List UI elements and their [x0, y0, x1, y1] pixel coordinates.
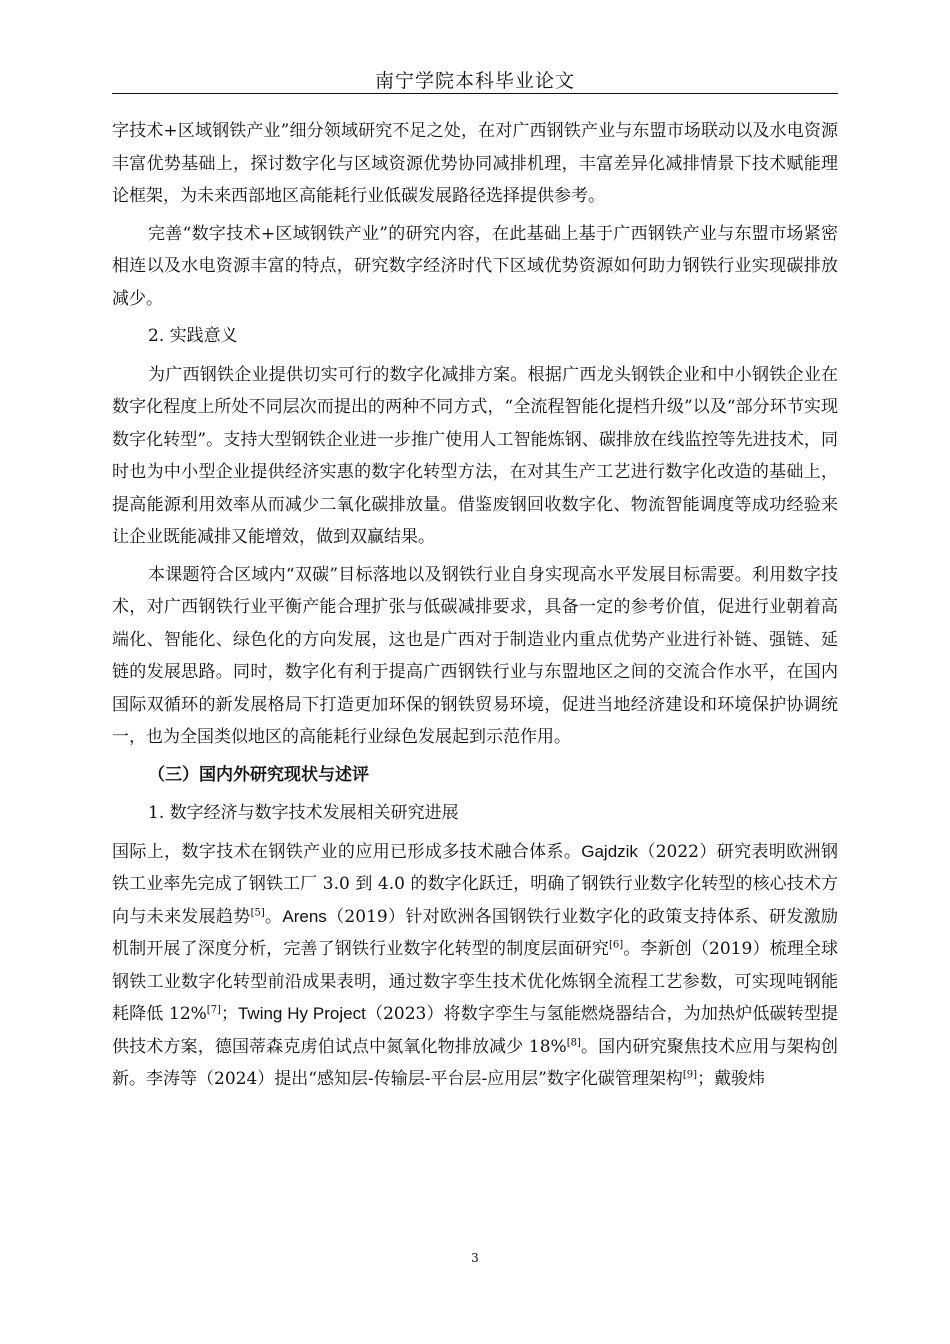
citation-5: [5] [250, 906, 265, 918]
p5-text-6: ； [220, 1004, 238, 1024]
subheading-digital-economy: 1. 数字经济与数字技术发展相关研究进展 [148, 803, 459, 823]
paragraph-4: 本课题符合区域内“双碳”目标落地以及钢铁行业自身实现高水平发展目标需要。利用数字技术，对广西钢铁行业平衡产能合理扩张与低碳减排要求，具备一定的参考价值，促进行业朝着高端化、智能化、绿色化的方向发展，这也是广西对于制造业内重点优势产业进行补链、强链、延链的发展思路。同时，数字化有利于提高广西钢铁行业与东盟地区之间的交流合作水平，在国内国际双循环的新发展格局下打造更加环保的钢铁贸易环境，促进当地经济建设和环境保护协调统一，也为全国类似地区的高能耗行业绿色发展起到示范作用。 [112, 564, 838, 747]
paragraph-5 [112, 836, 838, 1096]
page-header-title: 南宁学院本科毕业论文 [374, 70, 575, 92]
citation-9: [9] [682, 1069, 698, 1081]
p5-author-arens: Arens [282, 906, 327, 926]
p5-text-2: （2022）研究表明欧洲钢铁工业率先完成了钢铁工厂 3.0 到 4.0 的数字化跃迁，明确了钢铁行业数字化转型的核心技术方向与未来发展趋势 [112, 841, 838, 927]
subheading-practical-significance: 2. 实践意义 [148, 326, 238, 346]
p5-text-4: （2019）针对欧洲各国钢铁行业数字化的政策支持体系、研发激励机制开展了深度分析，完善了钢铁行业数字化转型的制度层面研究 [112, 906, 839, 959]
page-number: 3 [471, 1251, 479, 1265]
paragraph-2: 完善“数字技术+区域钢铁产业”的研究内容，在此基础上基于广西钢铁产业与东盟市场紧密相连以及水电资源丰富的特点，研究数字经济时代下区域优势资源如何助力钢铁行业实现碳排放减少。 [112, 223, 838, 309]
p5-text-9: ；戴骏炜 [697, 1069, 766, 1089]
paragraph-1: 字技术+区域钢铁产业”细分领域研究不足之处，在对广西钢铁产业与东盟市场联动以及水电资源丰富优势基础上，探讨数字化与区域资源优势协同减排机理，丰富差异化减排情景下技术赋能理论框架，为未来西部地区高能耗行业低碳发展路径选择提供参考。 [112, 121, 838, 206]
p5-text-7: （2023）将数字孪生与氢能燃烧器结合，为加热炉低碳转型提供技术方案，德国蒂森克虏伯试点中氮氧化物排放减少 18% [112, 1004, 838, 1057]
citation-8: [8] [566, 1036, 581, 1048]
section-heading-research-status: （三）国内外研究现状与述评 [148, 764, 369, 785]
citation-7: [7] [206, 1004, 221, 1016]
p5-project-twing-hy: Twing Hy Project [237, 1004, 366, 1023]
p5-text-1: 国际上，数字技术在钢铁产业的应用已形成多技术融合体系。 [112, 841, 582, 862]
p5-text-8: 。国内研究聚焦技术应用与架构创新。李涛等（2024）提出“感知层-传输层-平台层-应用层”数字化碳管理架构 [112, 1036, 838, 1089]
paragraph-3: 为广西钢铁企业提供切实可行的数字化减排方案。根据广西龙头钢铁企业和中小钢铁企业在数字化程度上所处不同层次而提出的两种不同方式，“全流程智能化提档升级”以及“部分环节实现数字化转型”。支持大型钢铁企业进一步推广使用人工智能炼钢、碳排放在线监控等先进技术，同时也为中小型企业提供经济实惠的数字化转型方法，在对其生产工艺进行数字化改造的基础上，提高能源利用效率从而减少二氧化碳排放量。借鉴废钢回收数字化、物流智能调度等成功经验来让企业既能减排又能增效，做到双赢结果。 [112, 364, 838, 547]
p5-text-3: 。 [264, 906, 283, 927]
header-divider [112, 93, 838, 94]
p5-text-5: 。李新创（2019）梳理全球钢铁工业数字化转型前沿成果表明，通过数字孪生技术优化炼钢全流程工艺参数，可实现吨钢能耗降低 12% [112, 939, 838, 1024]
page-body [112, 115, 838, 1101]
p5-author-gajdzik: Gajdzik [581, 841, 638, 861]
citation-6: [6] [609, 939, 624, 951]
